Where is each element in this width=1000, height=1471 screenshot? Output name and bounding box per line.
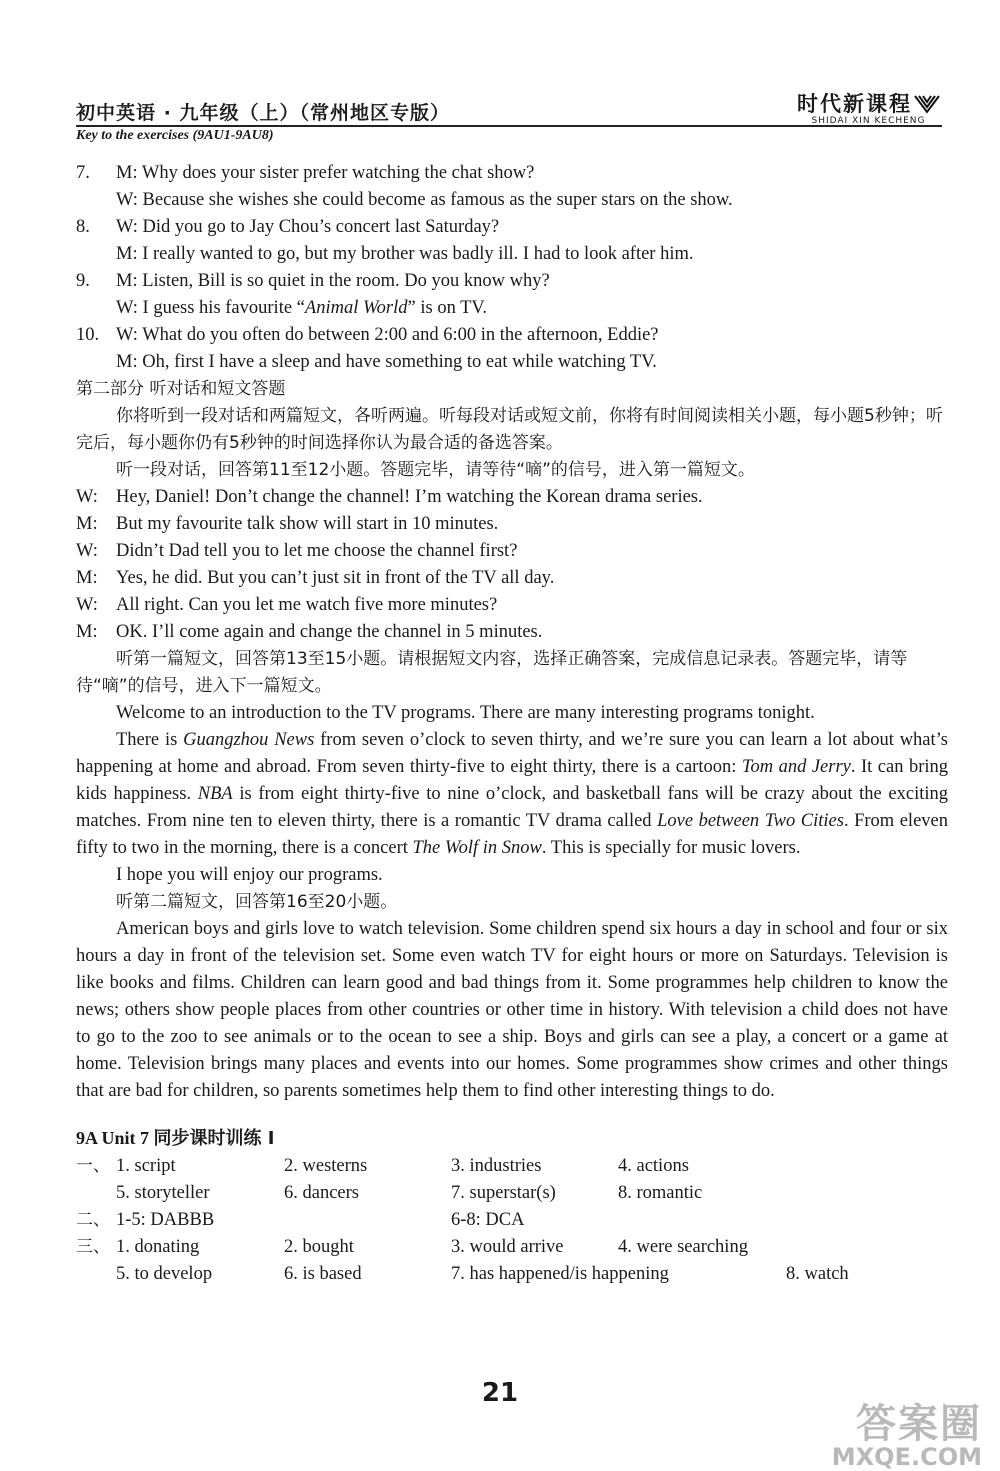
dialogue-line: W: All right. Can you let me watch five more minutes? xyxy=(76,595,498,615)
dialogue-8-line-2: M: I really wanted to go, but my brother was badly ill. I had to look after him. xyxy=(116,244,694,264)
brand-pinyin: SHIDAI XIN KECHENG xyxy=(811,116,926,126)
passage2-body: American boys and girls love to watch television. Some children spend six hours a day in school and four or six hours a day in front of the television set. Some even watch TV for eight hours or more on Saturdays. Television is like books and films. Children can learn good and bad things from it. Some programmes help children to know the news; others show people places from other countries or other time in history. With television a child does not have to go to the zoo to see animals or to the ocean to see a ship. Boys and girls can see a play, a concert or a game at home. Television brings many places and events into our homes. Some programmes show crimes and other things that are bad for children, so parents sometimes help them to find other interesting things to do. xyxy=(76,919,948,1101)
passage1-intro: 听第一篇短文，回答第13至15小题。请根据短文内容，选择正确答案，完成信息记录表。答题完毕，请等待“嘀”的信号，进入下一篇短文。 xyxy=(76,649,908,696)
dialogue-7-line-1: 7. M: Why does your sister prefer watching the chat show? xyxy=(76,163,535,183)
passage2-intro: 听第二篇短文，回答第16至20小题。 xyxy=(116,892,398,912)
dialogue-line: W: Didn’t Dad tell you to let me choose the channel first? xyxy=(76,541,518,561)
answer-row: 一、 1. script 2. westerns 3. industries 4. actions xyxy=(76,1156,689,1176)
passage1-closing: I hope you will enjoy our programs. xyxy=(116,865,383,885)
dialogue-9-line-2: W: I guess his favourite “Animal World” is on TV. xyxy=(116,298,488,318)
dialogue-10-line-1: 10. W: What do you often do between 2:00 and 6:00 in the afternoon, Eddie? xyxy=(76,325,659,345)
part2-heading: 第二部分 听对话和短文答题 xyxy=(76,379,286,399)
dialogue-line: M: OK. I’ll come again and change the channel in 5 minutes. xyxy=(76,622,543,642)
answer-row: 二、 1-5: DABBB 6-8: DCA xyxy=(76,1210,525,1230)
book-title: 初中英语 · 九年级（上）（常州地区专版） xyxy=(76,102,450,124)
section-subtitle: Key to the exercises (9AU1-9AU8) xyxy=(76,128,274,143)
dialogue-9-line-1: 9. M: Listen, Bill is so quiet in the room. Do you know why? xyxy=(76,271,550,291)
dialogue-line: M: But my favourite talk show will start in 10 minutes. xyxy=(76,514,499,534)
dialogue-line: M: Yes, he did. But you can’t just sit in front of the TV all day. xyxy=(76,568,555,588)
brand-logo-icon xyxy=(914,94,940,114)
brand-name: 时代新课程 xyxy=(797,92,912,116)
brand xyxy=(797,88,940,126)
dialogue-10-line-2: M: Oh, first I have a sleep and have something to eat while watching TV. xyxy=(116,352,657,372)
dialogue-line: W: Hey, Daniel! Don’t change the channel! I’m watching the Korean drama series. xyxy=(76,487,703,507)
dialogue-intro: 听一段对话，回答第11至12小题。答题完毕，请等待“嘀”的信号，进入第一篇短文。 xyxy=(116,460,755,480)
passage1-opening: Welcome to an introduction to the TV programs. There are many interesting programs tonight. xyxy=(116,703,815,723)
answer-row: 三、 1. donating 2. bought 3. would arrive 4. were searching xyxy=(76,1237,748,1257)
unit-title: 9A Unit 7 同步课时训练 I xyxy=(76,1128,275,1149)
header-divider xyxy=(76,125,942,127)
dialogue-7-line-2: W: Because she wishes she could become as famous as the super stars on the show. xyxy=(116,190,733,210)
page-number: 21 xyxy=(481,1378,519,1408)
dialogue-8-line-1: 8. W: Did you go to Jay Chou’s concert last Saturday? xyxy=(76,217,500,237)
content xyxy=(76,160,948,1288)
watermark-url: MXQE.COM xyxy=(831,1443,982,1471)
answer-row: 5. storyteller 6. dancers 7. superstar(s) 8. romantic xyxy=(116,1183,703,1203)
watermark xyxy=(832,1392,982,1471)
watermark-text: 答案圈 xyxy=(856,1401,982,1447)
part2-instruction: 你将听到一段对话和两篇短文，各听两遍。听每段对话或短文前，你将有时间阅读相关小题，每小题5秒钟；听完后，每小题你仍有5秒钟的时间选择你认为最合适的备选答案。 xyxy=(76,406,943,453)
passage1-body: There is Guangzhou News from seven o’clock to seven thirty, and we’re sure you can learn a lot about what’s happening at home and abroad. From seven thirty-five to eight thirty, there is a cartoon: Tom and Jerry. It can bring kids happiness. NBA is from eight thirty-five to nine o’clock, and basketball fans will be crazy about the exciting matches. From nine ten to eleven thirty, there is a romantic TV drama called Love between Two Cities. From eleven fifty to two in the morning, there is a concert The Wolf in Snow. This is specially for music lovers. xyxy=(76,730,948,858)
answer-row: 5. to develop 6. is based 7. has happened/is happening 8. watch xyxy=(116,1264,849,1284)
